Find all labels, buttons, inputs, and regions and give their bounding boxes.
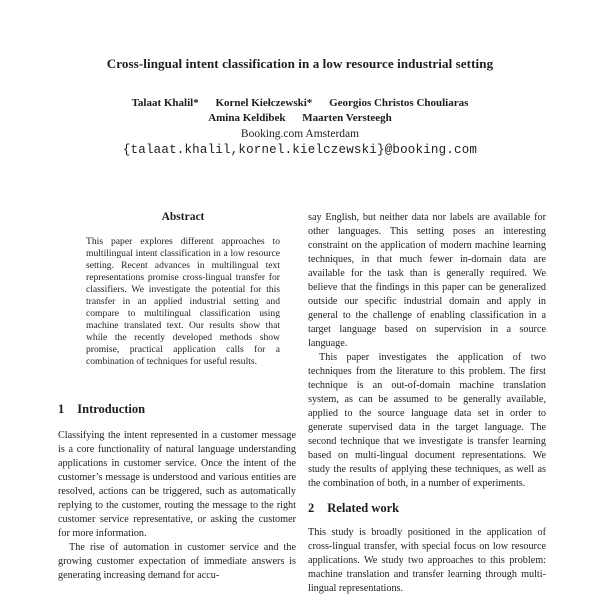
section-title: Related work — [327, 501, 400, 515]
paper-title: Cross-lingual intent classification in a low resource industrial setting — [106, 56, 494, 71]
section-heading-introduction — [58, 402, 296, 416]
author-block — [0, 96, 600, 126]
author-name: Maarten Versteegh — [302, 112, 392, 124]
author-name: Talaat Khalil* — [131, 97, 199, 109]
affiliation: Booking.com Amsterdam — [240, 128, 360, 140]
paragraph: The rise of automation in customer service and the growing customer expectation of immediate answers is generating increasing demand for accu- — [58, 542, 296, 581]
right-column — [308, 211, 546, 600]
abstract-text: This paper explores different approaches to multilingual intent classification in a low resource setting. Recent advances in multilingual text representations promise cross-lingual transfer for classifiers. We investigate the potential for this transfer in an applied industrial setting and compare to multilingual classification using machine translated text. Our results show that while the recently developed methods show promise, practical application calls for a combination of techniques for useful results. — [86, 236, 280, 367]
author-name: Georgios Christos Chouliaras — [329, 97, 469, 109]
author-name: Amina Keldibek — [208, 112, 286, 124]
section-title: Introduction — [77, 402, 146, 416]
author-name: Kornel Kiełczewski* — [215, 97, 313, 109]
paragraph: Classifying the intent represented in a customer message is a core functionality of natural language understanding applications in customer service. Once the intent of the customer’s message is understood and various entities are resolved, actions can be triggered, such as automatically replying to the customer, routing the message to the right customer service representative, or asking the customer for more information. — [58, 430, 296, 539]
section-number: 2 — [308, 501, 315, 515]
paragraph: say English, but neither data nor labels are available for other languages. This setting poses an interesting constraint on the application of modern machine learning techniques, in that much fewer in-domain data are available for the task than is generally required. We believe that the findings in this paper can be generalized outside our specific industrial domain and apply in general to the challenge of enabling classification in a target language based on supervision in a source language. — [308, 212, 546, 349]
paragraph: This paper investigates the application of two techniques from the literature to this problem. The first technique is an out-of-domain machine translation system, as can be assumed to be generally available, applied to the source language data set in order to generate supervised data in the target language. The second technique that we investigate is transfer learning based on multi-lingual document representations. We study the results of applying these techniques, as well as the combination of both, in a number of experiments. — [308, 352, 546, 489]
section-number: 1 — [58, 402, 65, 416]
author-line-2 — [0, 111, 600, 126]
author-emails: {talaat.khalil,kornel.kielczewski}@booking.com — [122, 143, 478, 157]
section-heading-related-work — [308, 501, 546, 515]
abstract-heading: Abstract — [161, 211, 205, 223]
paragraph: This study is broadly positioned in the application of cross-lingual transfer, with special focus on low resource applications. We study two approaches to this problem: machine translation and transfer learning through multi-lingual representations. — [308, 527, 546, 594]
author-line-1 — [0, 96, 600, 111]
left-column — [58, 211, 296, 600]
